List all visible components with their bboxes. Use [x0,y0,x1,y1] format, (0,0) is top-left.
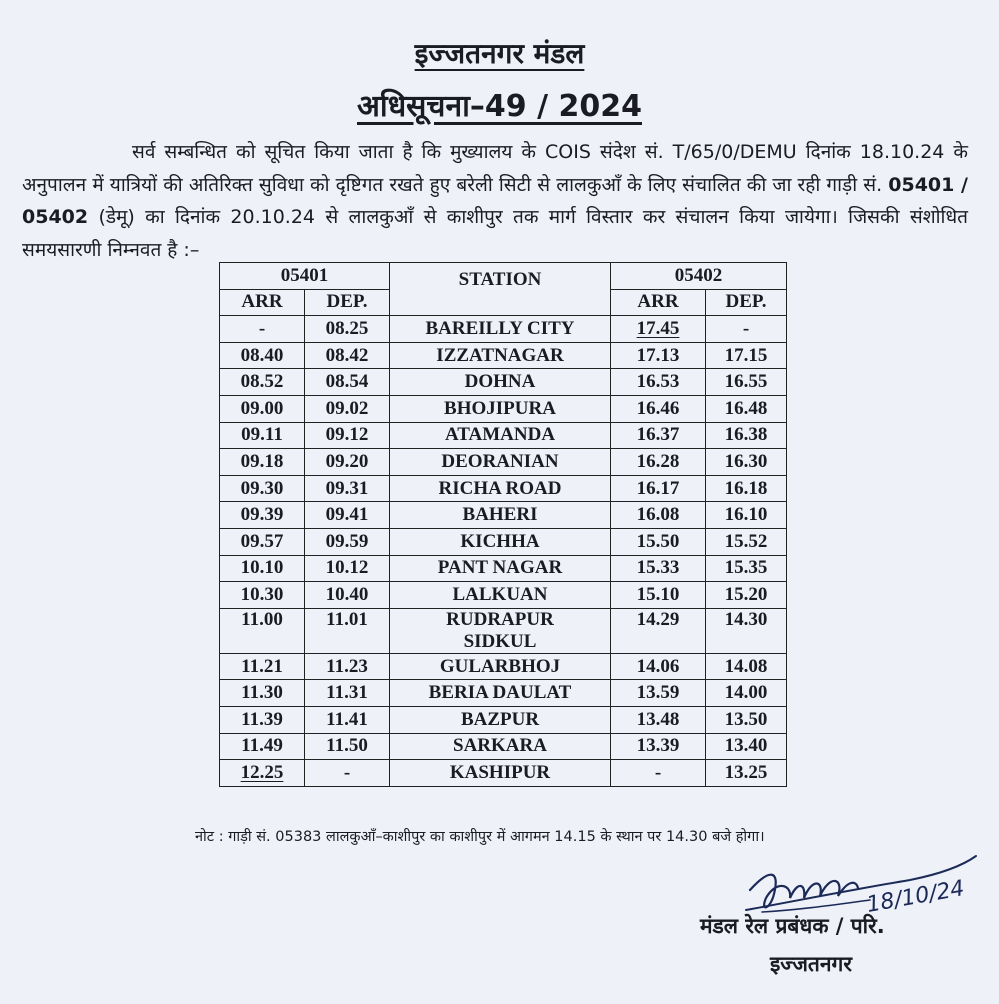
table-row [220,706,787,733]
table-row [220,422,787,449]
station-name: DOHNA [390,369,611,396]
table-row [220,475,787,502]
arr-down: 11.30 [220,680,305,707]
body-text-1: सर्व सम्बन्धित को सूचित किया जाता है कि मुख्यालय के COIS संदेश सं. T/65/0/DEMU दिनांक 18.10.24 के अनुपालन में यात्रियों की अतिरिक्त सुविधा को दृष्टिगत रखते हुए बरेली सिटी से लालकुआँ के लिए संचालित की जा रही गाड़ी सं. [22,141,968,196]
arr-up: 16.53 [611,369,706,396]
dep-down: 11.50 [305,733,390,760]
station-name: BHOJIPURA [390,395,611,422]
table-row [220,555,787,582]
table-row [220,395,787,422]
arr-down: 09.18 [220,449,305,476]
notification-number: अधिसूचना–49 / 2024 [357,89,642,124]
table-row [220,502,787,529]
arr-up: 16.17 [611,475,706,502]
dep-down: 08.54 [305,369,390,396]
train-numbers: 05401 / 05402 [22,173,968,228]
dep-up: 14.08 [706,653,787,680]
dep-down: 09.20 [305,449,390,476]
dep-down: 09.31 [305,475,390,502]
dep-down: 09.59 [305,528,390,555]
arr-down: 11.39 [220,706,305,733]
dep-up: 16.18 [706,475,787,502]
dep-down: 11.31 [305,680,390,707]
arr-down: 11.49 [220,733,305,760]
dep-down: - [305,760,390,787]
dep-down: 10.12 [305,555,390,582]
dep-up: 14.30 [706,608,787,653]
station-name-line-1: RUDRAPUR [446,608,554,630]
station-name: BAHERI [390,502,611,529]
footnote: नोट : गाड़ी सं. 05383 लालकुआँ–काशीपुर का काशीपुर में आगमन 14.15 के स्थान पर 14.30 बजे होगा। [195,829,765,845]
arr-up: 15.33 [611,555,706,582]
dep-up: 16.55 [706,369,787,396]
dep-down: 11.23 [305,653,390,680]
arr-down: 09.57 [220,528,305,555]
timetable-header-row-1 [220,263,787,290]
table-row [220,369,787,396]
division-title: इज्जतनगर मंडल [414,37,585,70]
arr-down: 09.11 [220,422,305,449]
dep-header-up: DEP. [706,289,787,316]
arr-down: 09.30 [220,475,305,502]
arr-up: 17.45 [611,316,706,343]
arr-down: - [220,316,305,343]
station-name: PANT NAGAR [390,555,611,582]
arr-up: 16.46 [611,395,706,422]
arr-up: 13.48 [611,706,706,733]
arr-up: 14.29 [611,608,706,653]
station-name: KASHIPUR [390,760,611,787]
table-row [220,653,787,680]
arr-down: 11.21 [220,653,305,680]
dep-up: 15.35 [706,555,787,582]
table-row [220,449,787,476]
arr-up: - [611,760,706,787]
station-name: BAREILLY CITY [390,316,611,343]
svg-text:18/10/24: 18/10/24 [864,876,967,918]
arr-down: 12.25 [220,760,305,787]
dep-down: 09.12 [305,422,390,449]
arr-up: 15.50 [611,528,706,555]
arr-up: 13.59 [611,680,706,707]
dep-down: 09.41 [305,502,390,529]
table-row [220,342,787,369]
arr-up: 15.10 [611,582,706,609]
dep-up: 15.20 [706,582,787,609]
arr-up: 16.28 [611,449,706,476]
arr-header-down: ARR [220,289,305,316]
dep-down: 11.01 [305,608,390,653]
dep-up: 16.48 [706,395,787,422]
station-name: BERIA DAULAT [390,680,611,707]
dep-header-down: DEP. [305,289,390,316]
station-name: GULARBHOJ [390,653,611,680]
station-name: DEORANIAN [390,449,611,476]
signatory-place: इज्जतनगर [770,952,852,976]
arr-up: 14.06 [611,653,706,680]
arr-down: 08.52 [220,369,305,396]
table-row [220,528,787,555]
dep-up: 14.00 [706,680,787,707]
station-name: KICHHA [390,528,611,555]
table-row [220,582,787,609]
station-name: IZZATNAGAR [390,342,611,369]
arr-up: 16.37 [611,422,706,449]
arr-up: 17.13 [611,342,706,369]
station-name: SARKARA [390,733,611,760]
body-text-2: (डेमू) का दिनांक 20.10.24 से लालकुआँ से काशीपुर तक मार्ग विस्तार कर संचालन किया जायेगा। जिसकी संशोधित समयसारणी निम्नवत है :– [22,206,968,261]
dep-up: - [706,316,787,343]
signatory-designation: मंडल रेल प्रबंधक / परि. [700,914,885,938]
arr-down: 09.00 [220,395,305,422]
arr-up: 13.39 [611,733,706,760]
arr-down: 10.30 [220,582,305,609]
table-row [220,680,787,707]
dep-up: 16.30 [706,449,787,476]
dep-down: 08.42 [305,342,390,369]
arr-up: 16.08 [611,502,706,529]
dep-up: 13.25 [706,760,787,787]
dep-up: 15.52 [706,528,787,555]
arr-header-up: ARR [611,289,706,316]
station-name: LALKUAN [390,582,611,609]
arr-down: 09.39 [220,502,305,529]
station-name: RICHA ROAD [390,475,611,502]
dep-up: 16.10 [706,502,787,529]
arr-down: 10.10 [220,555,305,582]
dep-up: 16.38 [706,422,787,449]
station-header: STATION [390,263,611,316]
dep-down: 10.40 [305,582,390,609]
dep-up: 17.15 [706,342,787,369]
station-name: BAZPUR [390,706,611,733]
table-row [220,733,787,760]
table-row [220,608,787,653]
station-name: ATAMANDA [390,422,611,449]
station-name [390,608,611,653]
dep-up: 13.50 [706,706,787,733]
dep-down: 11.41 [305,706,390,733]
table-row [220,760,787,787]
dep-up: 13.40 [706,733,787,760]
notification-body [22,136,968,266]
table-row [220,316,787,343]
dep-down: 08.25 [305,316,390,343]
dep-down: 09.02 [305,395,390,422]
train-down-number: 05401 [220,263,390,290]
arr-down: 08.40 [220,342,305,369]
arr-down: 11.00 [220,608,305,653]
timetable [219,262,787,787]
train-up-number: 05402 [611,263,787,290]
station-name-line-2: SIDKUL [463,630,537,652]
